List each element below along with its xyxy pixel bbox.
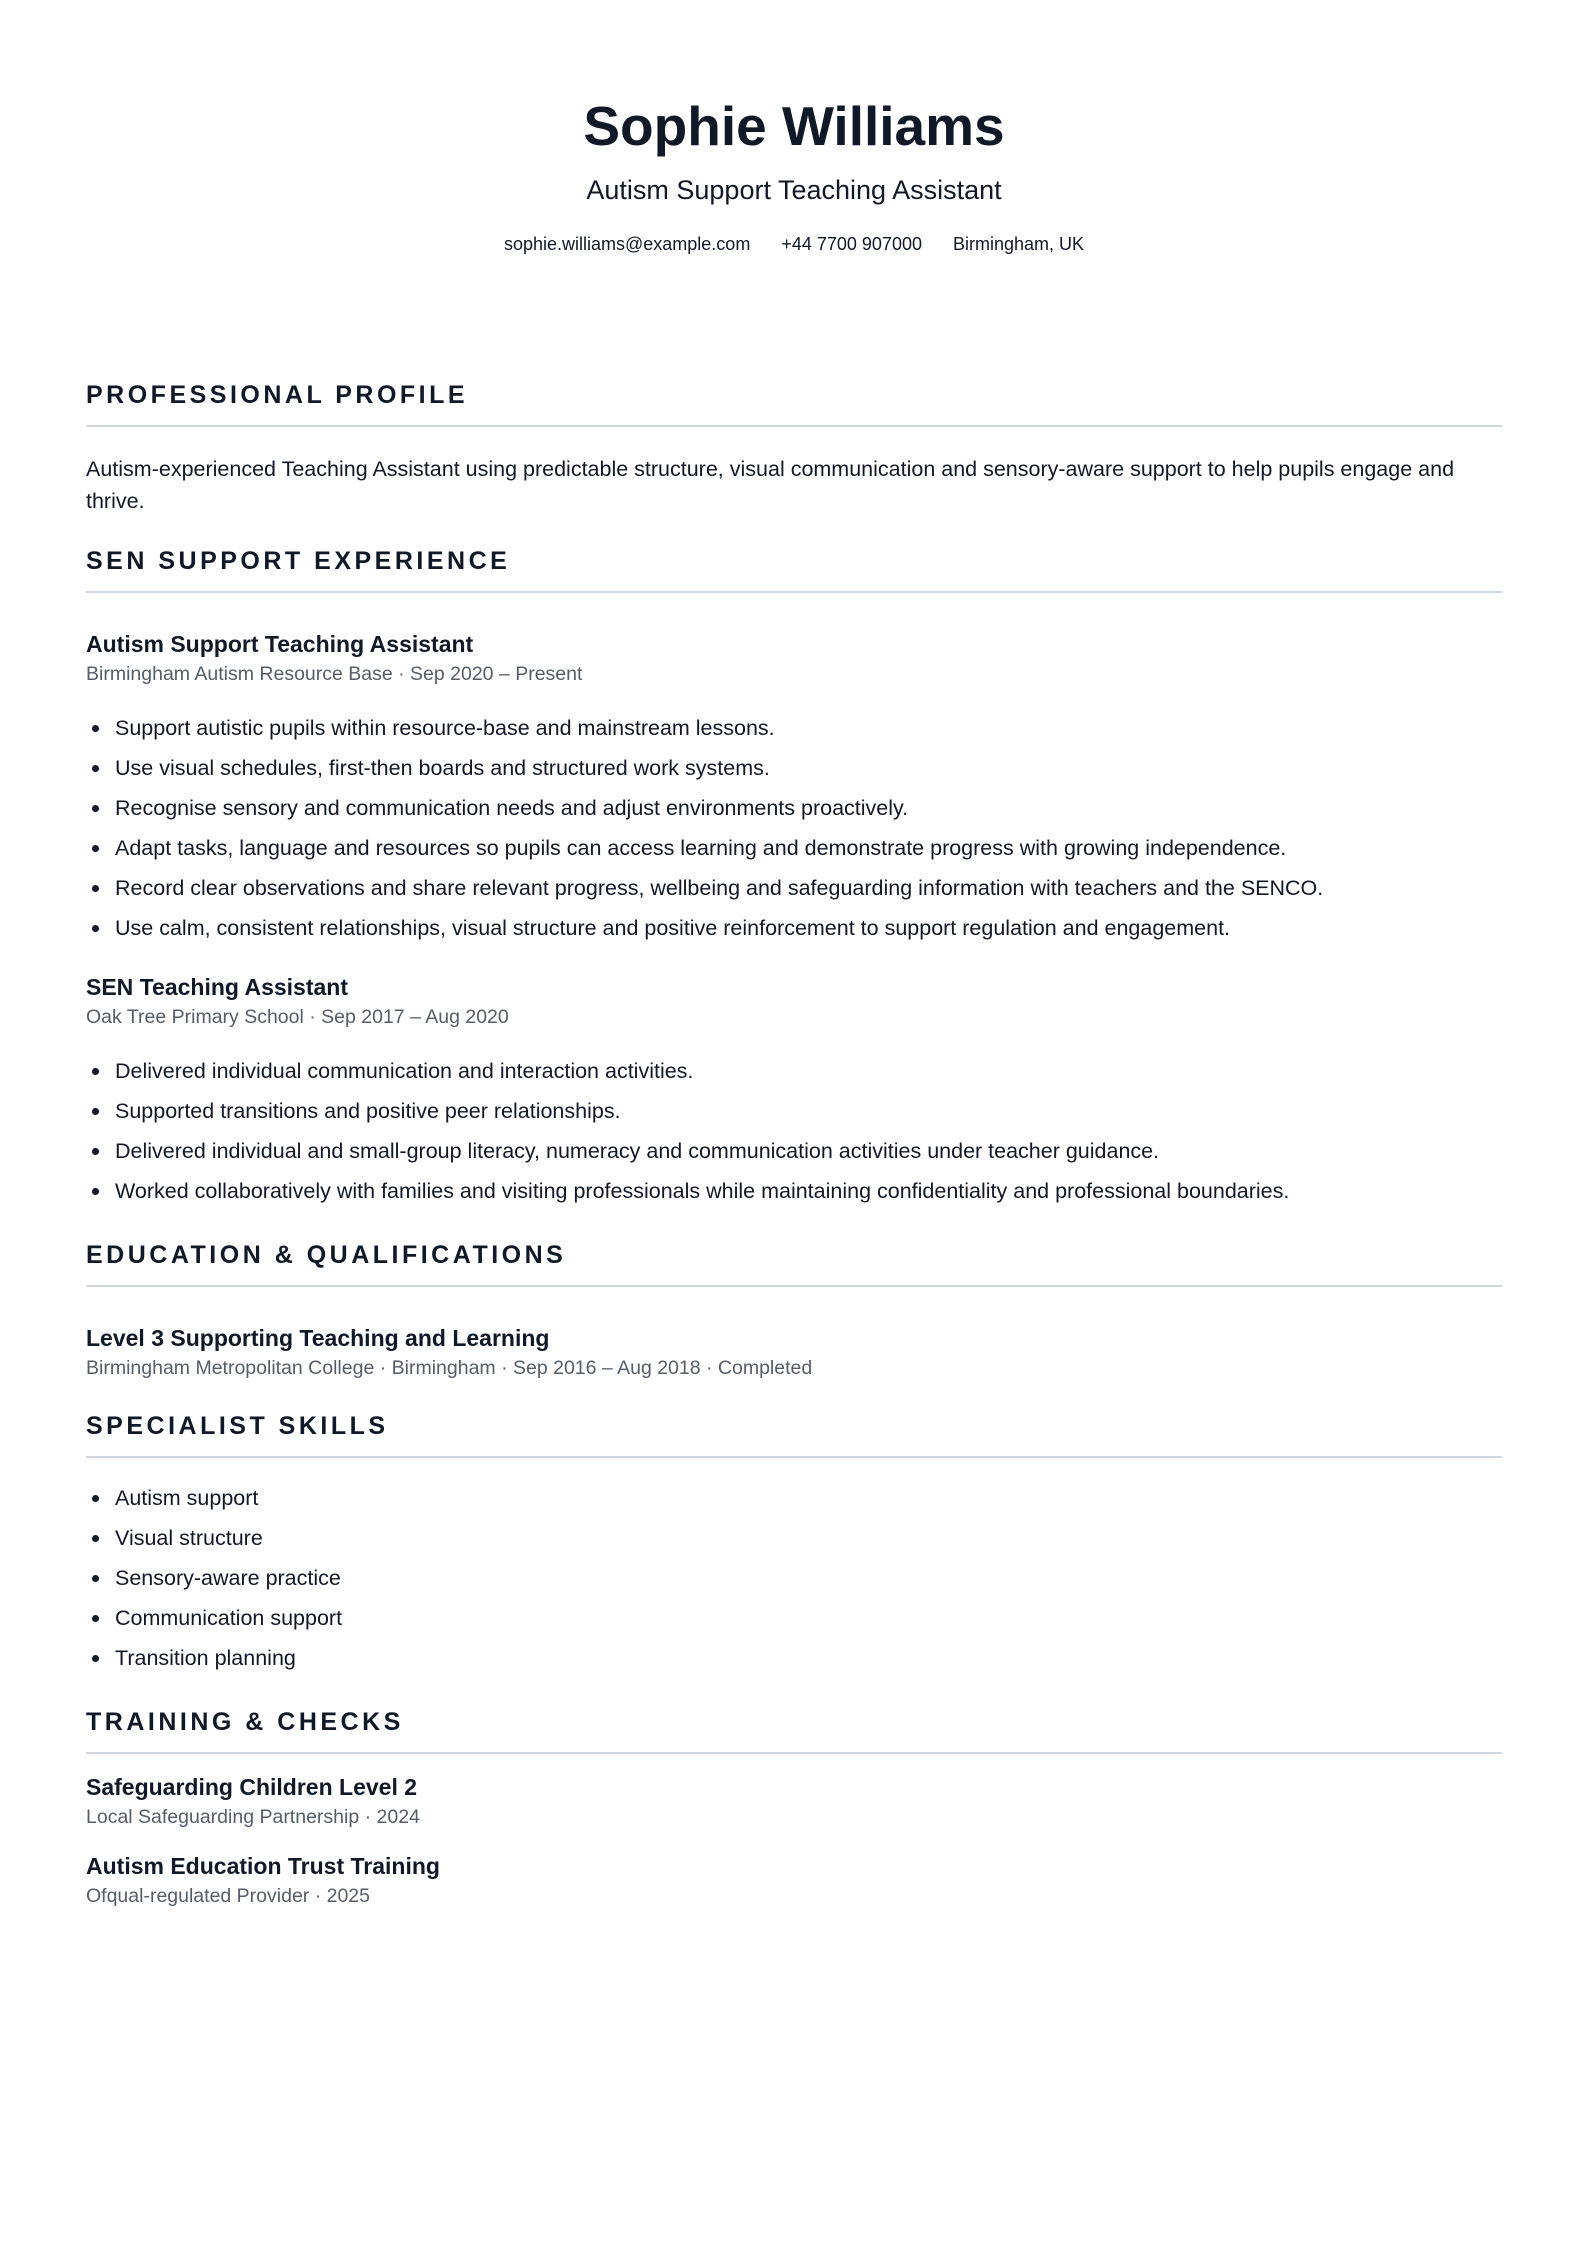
skill-item: Sensory-aware practice: [115, 1558, 1502, 1598]
education-entry: [86, 1323, 1502, 1382]
training-meta: Ofqual-regulated Provider · 2025: [86, 1885, 370, 1907]
section-heading-training: TRAINING & CHECKS: [86, 1708, 404, 1736]
section-heading-experience: SEN SUPPORT EXPERIENCE: [86, 547, 511, 575]
contact-location: Birmingham, UK: [953, 234, 1085, 254]
training-entry: [86, 1851, 1502, 1910]
skills-section: [86, 1410, 1502, 1678]
resume-header: [86, 0, 1502, 256]
job-bullet: Adapt tasks, language and resources so pupils can access learning and demonstrate progress with growing independence.: [115, 828, 1502, 868]
job-role: SEN Teaching Assistant: [86, 974, 349, 1000]
contact-phone: +44 7700 907000: [781, 234, 922, 254]
job-entry: [86, 972, 1502, 1211]
section-heading-education: EDUCATION & QUALIFICATIONS: [86, 1241, 567, 1269]
profile-text: Autism-experienced Teaching Assistant using predictable structure, visual communication and sensory-aware support to help pupils engage and thrive.: [86, 457, 1455, 513]
job-role: Autism Support Teaching Assistant: [86, 631, 474, 657]
job-bullet: Use visual schedules, first-then boards and structured work systems.: [115, 748, 1502, 788]
job-bullet: Support autistic pupils within resource-base and mainstream lessons.: [115, 708, 1502, 748]
candidate-name: Sophie Williams: [583, 95, 1005, 157]
skills-list: [86, 1478, 1502, 1678]
training-section: [86, 1706, 1502, 1910]
job-bullet: Delivered individual and small-group literacy, numeracy and communication activities under teacher guidance.: [115, 1131, 1502, 1171]
section-divider: [86, 1752, 1502, 1754]
job-bullet: Supported transitions and positive peer relationships.: [115, 1091, 1502, 1131]
job-bullet: Delivered individual communication and interaction activities.: [115, 1051, 1502, 1091]
candidate-title: Autism Support Teaching Assistant: [586, 175, 1002, 205]
section-divider: [86, 1285, 1502, 1287]
job-bullets: [86, 1051, 1502, 1211]
qualification-title: Level 3 Supporting Teaching and Learning: [86, 1325, 550, 1351]
training-entry: [86, 1772, 1502, 1831]
section-divider: [86, 425, 1502, 427]
profile-section: [86, 379, 1502, 517]
contact-email: sophie.williams@example.com: [503, 234, 751, 254]
job-meta: Birmingham Autism Resource Base · Sep 2020 – Present: [86, 663, 583, 685]
skill-item: Autism support: [115, 1478, 1502, 1518]
section-divider: [86, 591, 1502, 593]
job-bullets: [86, 708, 1502, 948]
section-heading-skills: SPECIALIST SKILLS: [86, 1412, 389, 1440]
skill-item: Communication support: [115, 1598, 1502, 1638]
skill-item: Transition planning: [115, 1638, 1502, 1678]
section-divider: [86, 1456, 1502, 1458]
qualification-meta: Birmingham Metropolitan College · Birmingham · Sep 2016 – Aug 2018 · Completed: [86, 1357, 813, 1379]
education-section: [86, 1239, 1502, 1382]
job-bullet: Use calm, consistent relationships, visual structure and positive reinforcement to support regulation and engagement.: [115, 908, 1502, 948]
experience-section: [86, 545, 1502, 1211]
job-bullet: Record clear observations and share relevant progress, wellbeing and safeguarding information with teachers and the SENCO.: [115, 868, 1502, 908]
job-bullet: Worked collaboratively with families and visiting professionals while maintaining confidentiality and professional boundaries.: [115, 1171, 1502, 1211]
contact-line: [86, 232, 1502, 256]
skill-item: Visual structure: [115, 1518, 1502, 1558]
job-entry: [86, 629, 1502, 948]
job-meta: Oak Tree Primary School · Sep 2017 – Aug 2020: [86, 1006, 509, 1028]
training-meta: Local Safeguarding Partnership · 2024: [86, 1806, 420, 1828]
training-title: Safeguarding Children Level 2: [86, 1774, 418, 1800]
section-heading-profile: PROFESSIONAL PROFILE: [86, 381, 469, 409]
training-title: Autism Education Trust Training: [86, 1853, 440, 1879]
job-bullet: Recognise sensory and communication needs and adjust environments proactively.: [115, 788, 1502, 828]
